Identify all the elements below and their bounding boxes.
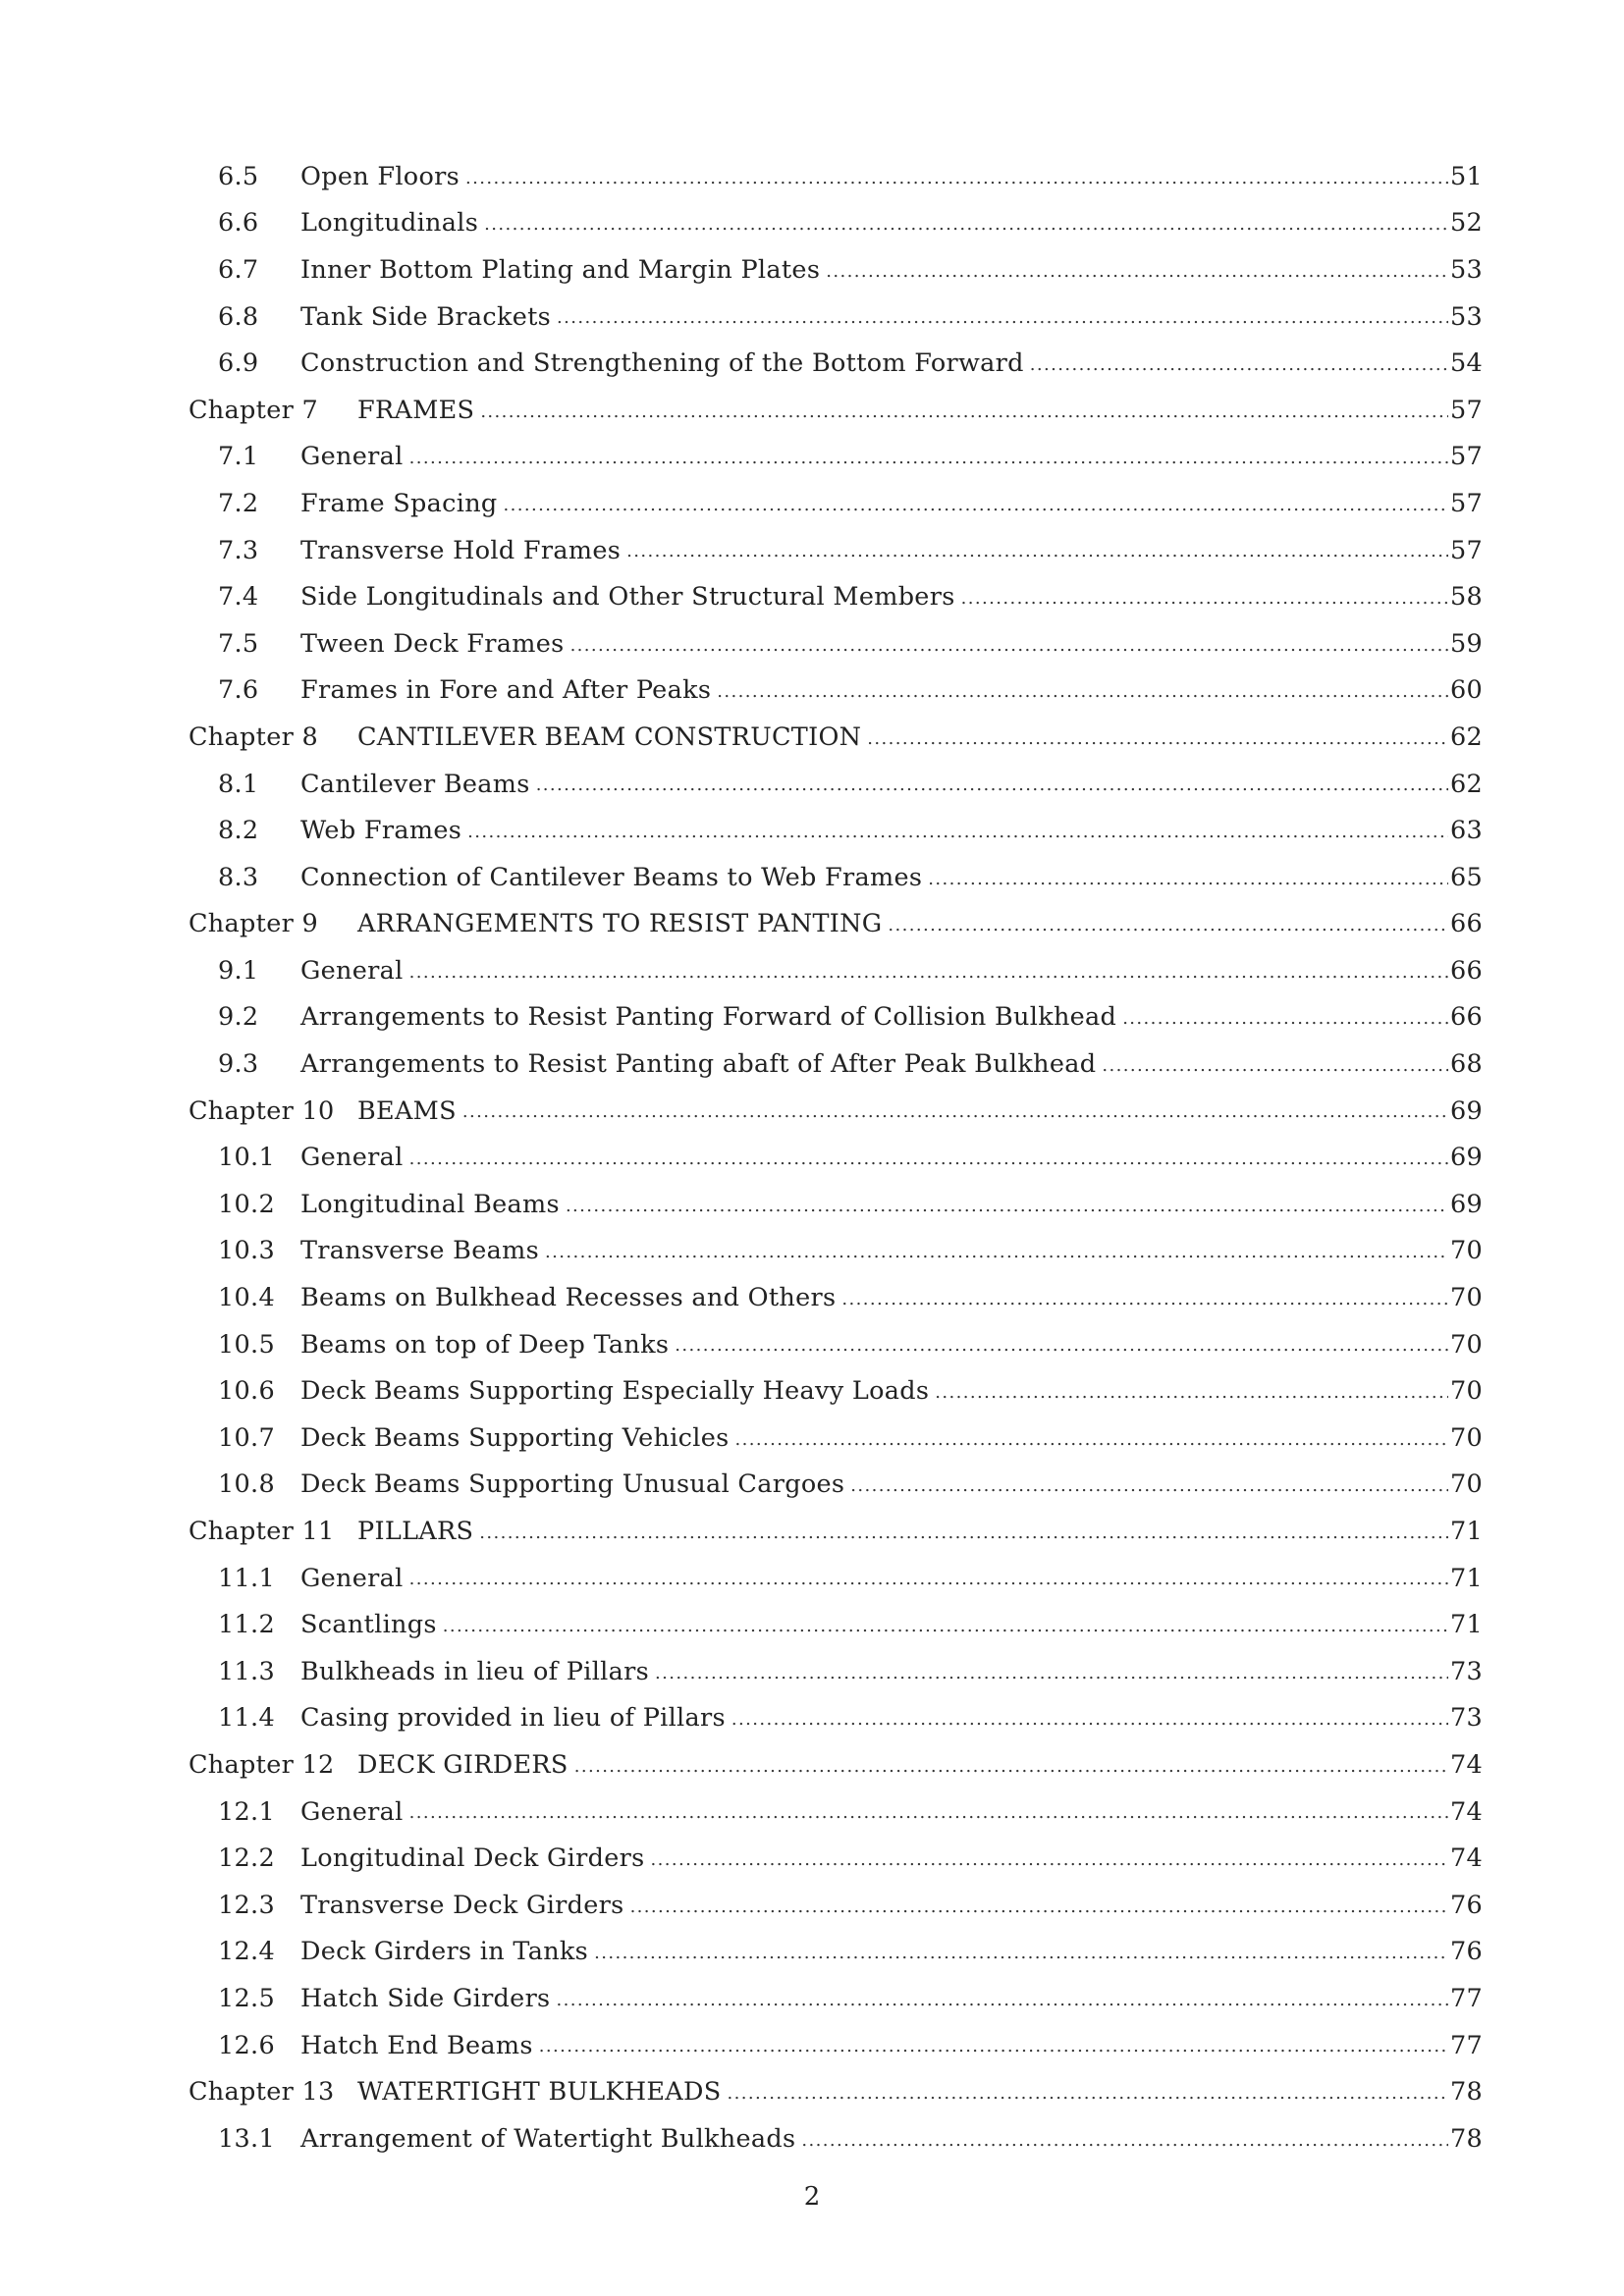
toc-section-entry [189, 994, 1483, 1041]
dot-leader [630, 1895, 1448, 1929]
dot-leader [574, 1754, 1448, 1789]
toc-entry-title: Transverse Deck Girders [300, 1890, 624, 1920]
dot-leader [409, 446, 1448, 480]
toc-section-entry [189, 1041, 1483, 1088]
dot-leader [1030, 352, 1448, 387]
toc-entry-title: PILLARS [357, 1517, 474, 1547]
toc-entry-number: 6.9 [218, 348, 259, 379]
page-number: 2 [803, 2182, 821, 2212]
toc-entry-title: Arrangements to Resist Panting abaft of After Peak Bulkhead [300, 1049, 1097, 1080]
toc-entry-number: 7.3 [218, 535, 259, 565]
toc-entry-page: 69 [1449, 1143, 1483, 1173]
toc-entry-page: 76 [1449, 1937, 1483, 1967]
toc-entry-number: Chapter 12 [189, 1749, 335, 1780]
toc-entry-title: Frames in Fore and After Peaks [300, 675, 712, 706]
toc-section-entry [189, 480, 1483, 527]
toc-entry-title: Web Frames [300, 816, 462, 846]
toc-entry-title: Deck Girders in Tanks [300, 1937, 589, 1967]
toc-entry-number: 8.1 [218, 769, 259, 799]
toc-entry-number: Chapter 13 [189, 2077, 335, 2108]
toc-entry-number: 7.5 [218, 628, 259, 659]
toc-entry-page: 73 [1449, 1703, 1483, 1734]
toc-entry-title: Longitudinals [300, 208, 479, 239]
toc-section-entry [189, 667, 1483, 715]
toc-section-entry [189, 527, 1483, 574]
toc-entry-number: 12.6 [218, 2030, 275, 2060]
dot-leader [1122, 1006, 1448, 1041]
toc-entry-title: Bulkheads in lieu of Pillars [300, 1656, 650, 1686]
dot-leader [409, 1800, 1448, 1835]
toc-entry-title: Longitudinal Deck Girders [300, 1843, 645, 1874]
dot-leader [850, 1473, 1448, 1508]
toc-entry-title: Frame Spacing [300, 488, 498, 518]
dot-leader [479, 1521, 1448, 1555]
toc-entry-title: Tank Side Brackets [300, 301, 552, 332]
dot-leader [443, 1614, 1448, 1648]
toc-section-entry [189, 1695, 1483, 1742]
toc-entry-number: 6.8 [218, 301, 259, 332]
toc-entry-page: 59 [1449, 628, 1483, 659]
toc-entry-number: 11.3 [218, 1656, 275, 1686]
toc-entry-number: 12.3 [218, 1890, 275, 1920]
toc-section-entry [189, 807, 1483, 854]
toc-entry-title: General [300, 1143, 404, 1173]
toc-chapter-entry [189, 901, 1483, 948]
toc-entry-title: Construction and Strengthening of the Bottom Forward [300, 348, 1024, 379]
toc-entry-title: Transverse Beams [300, 1236, 539, 1266]
toc-chapter-entry [189, 387, 1483, 434]
dot-leader [734, 1427, 1447, 1462]
toc-entry-title: ARRANGEMENTS TO RESIST PANTING [357, 909, 883, 939]
toc-entry-page: 57 [1449, 535, 1483, 565]
toc-entry-page: 51 [1449, 161, 1483, 191]
toc-entry-number: 12.5 [218, 1983, 275, 2013]
toc-entry-title: CANTILEVER BEAM CONSTRUCTION [357, 721, 862, 752]
toc-entry-number: 7.4 [218, 582, 259, 613]
toc-entry-number: 7.6 [218, 675, 259, 706]
toc-entry-number: 10.8 [218, 1469, 275, 1500]
toc-entry-title: Cantilever Beams [300, 769, 530, 799]
dot-leader [961, 586, 1448, 620]
toc-entry-page: 66 [1449, 1002, 1483, 1033]
dot-leader [570, 633, 1448, 667]
toc-section-entry [189, 761, 1483, 808]
toc-section-entry [189, 200, 1483, 247]
dot-leader [409, 1567, 1448, 1601]
toc-entry-number: 6.6 [218, 208, 259, 239]
toc-entry-page: 70 [1449, 1329, 1483, 1360]
toc-entry-number: 11.2 [218, 1610, 275, 1640]
dot-leader [409, 1147, 1448, 1181]
toc-chapter-entry [189, 1508, 1483, 1555]
toc-section-entry [189, 340, 1483, 387]
toc-entry-title: Tween Deck Frames [300, 628, 565, 659]
toc-entry-title: FRAMES [357, 395, 475, 425]
dot-leader [557, 305, 1448, 340]
toc-entry-page: 70 [1449, 1469, 1483, 1500]
toc-section-entry [189, 1462, 1483, 1509]
toc-entry-title: Open Floors [300, 161, 460, 191]
toc-entry-title: WATERTIGHT BULKHEADS [357, 2077, 722, 2108]
toc-section-entry [189, 1601, 1483, 1648]
toc-entry-page: 76 [1449, 1890, 1483, 1920]
toc-entry-page: 63 [1449, 816, 1483, 846]
dot-leader [539, 2034, 1448, 2068]
toc-entry-title: Beams on Bulkhead Recesses and Others [300, 1283, 837, 1313]
dot-leader [556, 1988, 1447, 2022]
toc-entry-page: 77 [1449, 1983, 1483, 2013]
toc-entry-page: 71 [1449, 1610, 1483, 1640]
toc-section-entry [189, 1882, 1483, 1929]
toc-entry-number: Chapter 9 [189, 909, 319, 939]
toc-entry-title: Deck Beams Supporting Especially Heavy Loads [300, 1376, 930, 1407]
toc-entry-page: 66 [1449, 955, 1483, 986]
toc-entry-page: 69 [1449, 1189, 1483, 1219]
toc-section-entry [189, 1555, 1483, 1602]
toc-section-entry [189, 1835, 1483, 1882]
toc-chapter-entry [189, 2068, 1483, 2115]
toc-entry-page: 73 [1449, 1656, 1483, 1686]
toc-entry-title: Deck Beams Supporting Vehicles [300, 1422, 730, 1453]
toc-entry-number: 11.1 [218, 1563, 275, 1593]
toc-entry-number: Chapter 10 [189, 1095, 335, 1126]
toc-entry-title: Scantlings [300, 1610, 437, 1640]
toc-section-entry [189, 153, 1483, 200]
dot-leader [655, 1661, 1448, 1695]
toc-entry-page: 65 [1449, 862, 1483, 892]
dot-leader [841, 1287, 1448, 1321]
toc-section-entry [189, 1228, 1483, 1275]
toc-entry-page: 53 [1449, 301, 1483, 332]
dot-leader [467, 820, 1448, 854]
toc-entry-page: 52 [1449, 208, 1483, 239]
toc-entry-page: 54 [1449, 348, 1483, 379]
toc-entry-number: 13.1 [218, 2123, 275, 2154]
toc-entry-page: 78 [1449, 2123, 1483, 2154]
toc-entry-title: Transverse Hold Frames [300, 535, 622, 565]
toc-section-entry [189, 1415, 1483, 1462]
dot-leader [717, 679, 1448, 714]
dot-leader [626, 539, 1448, 573]
toc-entry-number: Chapter 8 [189, 721, 319, 752]
dot-leader [728, 2081, 1448, 2115]
toc-entry-title: Inner Bottom Plating and Margin Plates [300, 254, 821, 285]
toc-entry-page: 70 [1449, 1376, 1483, 1407]
toc-entry-title: General [300, 1563, 404, 1593]
toc-entry-number: 12.2 [218, 1843, 275, 1874]
toc-entry-page: 60 [1449, 675, 1483, 706]
toc-entry-title: DECK GIRDERS [357, 1749, 568, 1780]
toc-section-entry [189, 2115, 1483, 2163]
toc-entry-page: 62 [1449, 721, 1483, 752]
toc-entry-page: 70 [1449, 1283, 1483, 1313]
toc-section-entry [189, 1274, 1483, 1321]
dot-leader [1102, 1053, 1448, 1088]
toc-entry-page: 74 [1449, 1843, 1483, 1874]
toc-entry-page: 74 [1449, 1796, 1483, 1827]
toc-entry-page: 62 [1449, 769, 1483, 799]
dot-leader [566, 1194, 1448, 1228]
toc-entry-title: Hatch End Beams [300, 2030, 533, 2060]
dot-leader [545, 1240, 1448, 1274]
dot-leader [731, 1707, 1448, 1741]
toc-entry-number: 10.4 [218, 1283, 275, 1313]
toc-entry-number: 6.5 [218, 161, 259, 191]
toc-chapter-entry [189, 714, 1483, 761]
toc-entry-title: General [300, 442, 404, 472]
toc-section-entry [189, 294, 1483, 341]
toc-entry-number: 10.6 [218, 1376, 275, 1407]
toc-entry-page: 71 [1449, 1563, 1483, 1593]
toc-entry-number: Chapter 7 [189, 395, 319, 425]
toc-entry-page: 69 [1449, 1095, 1483, 1126]
toc-section-entry [189, 854, 1483, 901]
toc-entry-number: 9.2 [218, 1002, 259, 1033]
toc-entry-page: 71 [1449, 1517, 1483, 1547]
toc-entry-page: 66 [1449, 909, 1483, 939]
toc-entry-number: 10.2 [218, 1189, 275, 1219]
toc-entry-number: 11.4 [218, 1703, 275, 1734]
toc-entry-number: 10.7 [218, 1422, 275, 1453]
toc-entry-page: 57 [1449, 395, 1483, 425]
toc-section-entry [189, 947, 1483, 994]
toc-section-entry [189, 434, 1483, 481]
toc-section-entry [189, 1367, 1483, 1415]
dot-leader [675, 1333, 1448, 1367]
toc-entry-number: 12.1 [218, 1796, 275, 1827]
toc-entry-page: 70 [1449, 1422, 1483, 1453]
toc-entry-title: Connection of Cantilever Beams to Web Frames [300, 862, 923, 892]
toc-entry-number: 10.5 [218, 1329, 275, 1360]
dot-leader [409, 960, 1448, 994]
toc-entry-number: 9.3 [218, 1049, 259, 1080]
toc-entry-number: 9.1 [218, 955, 259, 986]
dot-leader [484, 212, 1448, 246]
dot-leader [504, 493, 1448, 527]
dot-leader [928, 867, 1448, 901]
toc-entry-number: 10.1 [218, 1143, 275, 1173]
toc-section-entry [189, 620, 1483, 667]
toc-entry-title: Hatch Side Girders [300, 1983, 551, 2013]
dot-leader [594, 1941, 1448, 1975]
toc-section-entry [189, 1181, 1483, 1228]
toc-entry-page: 57 [1449, 488, 1483, 518]
toc-entry-title: Casing provided in lieu of Pillars [300, 1703, 726, 1734]
toc-entry-page: 53 [1449, 254, 1483, 285]
dot-leader [826, 259, 1448, 294]
toc-entry-title: Side Longitudinals and Other Structural Members [300, 582, 955, 613]
toc-entry-title: Arrangements to Resist Panting Forward of Collision Bulkhead [300, 1002, 1117, 1033]
toc-entry-number: Chapter 11 [189, 1517, 335, 1547]
toc-entry-number: 12.4 [218, 1937, 275, 1967]
toc-entry-number: 7.1 [218, 442, 259, 472]
toc-section-entry [189, 1929, 1483, 1976]
toc-section-entry [189, 1321, 1483, 1368]
toc-entry-title: Longitudinal Beams [300, 1189, 560, 1219]
toc-entry-page: 68 [1449, 1049, 1483, 1080]
toc-entry-title: BEAMS [357, 1095, 457, 1126]
dot-leader [801, 2128, 1448, 2163]
toc-entry-title: General [300, 1796, 404, 1827]
toc-section-entry [189, 1134, 1483, 1181]
table-of-contents [189, 153, 1483, 2163]
dot-leader [462, 1099, 1448, 1134]
toc-entry-title: Beams on top of Deep Tanks [300, 1329, 670, 1360]
dot-leader [867, 726, 1448, 761]
toc-chapter-entry [189, 1741, 1483, 1789]
toc-entry-title: Deck Beams Supporting Unusual Cargoes [300, 1469, 845, 1500]
toc-section-entry [189, 1648, 1483, 1695]
toc-section-entry [189, 1789, 1483, 1836]
dot-leader [480, 400, 1448, 434]
toc-entry-number: 8.3 [218, 862, 259, 892]
toc-entry-page: 77 [1449, 2030, 1483, 2060]
toc-entry-number: 10.3 [218, 1236, 275, 1266]
toc-entry-number: 6.7 [218, 254, 259, 285]
toc-entry-number: 8.2 [218, 816, 259, 846]
toc-entry-title: Arrangement of Watertight Bulkheads [300, 2123, 796, 2154]
toc-section-entry [189, 2022, 1483, 2069]
dot-leader [888, 913, 1448, 947]
toc-section-entry [189, 1975, 1483, 2022]
toc-section-entry [189, 246, 1483, 294]
dot-leader [651, 1847, 1448, 1882]
toc-entry-page: 70 [1449, 1236, 1483, 1266]
dot-leader [935, 1380, 1448, 1415]
dot-leader [465, 166, 1448, 200]
toc-entry-page: 74 [1449, 1749, 1483, 1780]
toc-section-entry [189, 573, 1483, 620]
toc-entry-number: 7.2 [218, 488, 259, 518]
toc-entry-page: 57 [1449, 442, 1483, 472]
toc-chapter-entry [189, 1088, 1483, 1135]
toc-entry-page: 78 [1449, 2077, 1483, 2108]
toc-entry-page: 58 [1449, 582, 1483, 613]
toc-entry-title: General [300, 955, 404, 986]
dot-leader [536, 773, 1448, 807]
